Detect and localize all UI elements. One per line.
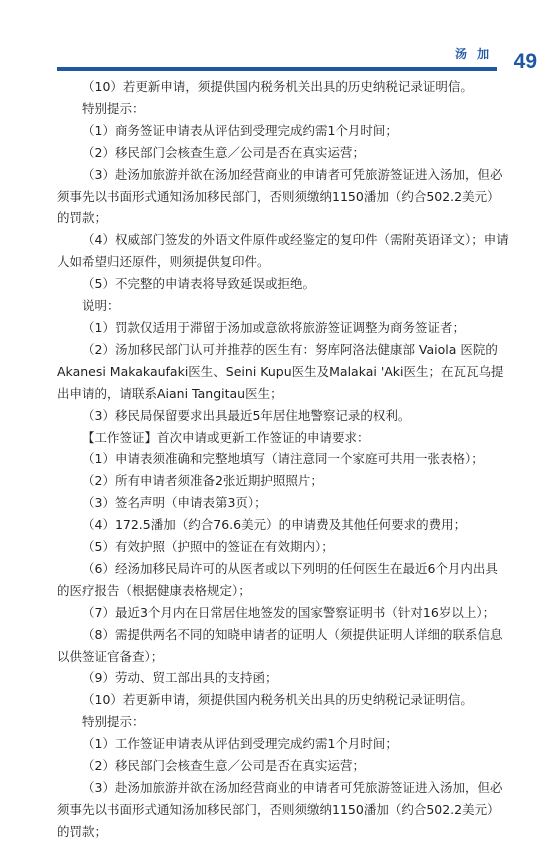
paragraph: （10）若更新申请，须提供国内税务机关出具的历史纳税记录证明信。: [82, 692, 473, 708]
paragraph: 【工作签证】首次申请或更新工作签证的申请要求：: [82, 429, 370, 445]
paragraph: （2）所有申请者须准备2张近期护照照片；: [82, 473, 323, 489]
paragraph: （3）赴汤加旅游并欲在汤加经营商业的申请者可凭旅游签证进入汤加，但必须事先以书面形式通知汤加移民部门，否则须缴纳1150潘加（约合502.2美元）的罚款；: [57, 780, 503, 839]
header-rule: [57, 67, 497, 71]
paragraph: （4）权威部门签发的外语文件原件或经鉴定的复印件（需附英语译文）；申请人如希望归还原件，则须提供复印件。: [57, 232, 509, 270]
paragraph: （2）汤加移民部门认可并推荐的医生有：努库阿洛法健康部 Vaiola 医院的Akanesi Makakaufaki医生、Seini Kupu医生及Malakai 'Aki医生；在瓦瓦乌提出申请的，请联系Aiani Tangitau医生；: [57, 341, 504, 401]
paragraph: （3）签名声明（申请表第3页）；: [82, 495, 267, 511]
paragraph: 特别提示：: [82, 100, 145, 116]
paragraph: （3）移民局保留要求出具最近5年居住地警察记录的权利。: [82, 407, 411, 423]
paragraph: （2）移民部门会核查生意／公司是否在真实运营；: [82, 758, 365, 774]
paragraph: （1）商务签证申请表从评估到受理完成约需1个月时间；: [82, 122, 398, 138]
page-number: 49: [513, 50, 537, 73]
paragraph: 说明：: [82, 298, 120, 314]
paragraph: （10）若更新申请，须提供国内税务机关出具的历史纳税记录证明信。: [82, 79, 473, 94]
paragraph: （8）需提供两名不同的知晓申请者的证明人（须提供证明人详细的联系信息以供签证官备查）；: [57, 626, 503, 664]
page-body: [57, 76, 509, 843]
paragraph: 特别提示：: [82, 714, 145, 730]
paragraph: （6）经汤加移民局许可的从医者或以下列明的任何医生在最近6个月内出具的医疗报告（根据健康表格规定）；: [57, 560, 498, 598]
paragraph: （9）劳动、贸工部出具的支持函；: [82, 670, 278, 686]
paragraph: （2）移民部门会核查生意／公司是否在真实运营；: [82, 144, 365, 160]
paragraph: （3）赴汤加旅游并欲在汤加经营商业的申请者可凭旅游签证进入汤加，但必须事先以书面形式通知汤加移民部门，否则须缴纳1150潘加（约合502.2美元）的罚款；: [57, 166, 503, 226]
paragraph: （1）罚款仅适用于滞留于汤加或意欲将旅游签证调整为商务签证者；: [82, 319, 465, 335]
paragraph: （1）申请表须准确和完整地填写（请注意同一个家庭可共用一张表格）；: [82, 451, 484, 467]
running-header-title: 汤 加: [455, 47, 493, 61]
paragraph: （5）有效护照（护照中的签证在有效期内）；: [82, 539, 334, 555]
paragraph: （7）最近3个月内在日常居住地签发的国家警察证明书（针对16岁以上）；: [82, 604, 496, 620]
paragraph: （1）工作签证申请表从评估到受理完成约需1个月时间；: [82, 736, 398, 752]
paragraph: （5）不完整的申请表将导致延误或拒绝。: [82, 276, 315, 292]
paragraph: （4）172.5潘加（约合76.6美元）的申请费及其他任何要求的费用；: [82, 517, 467, 533]
